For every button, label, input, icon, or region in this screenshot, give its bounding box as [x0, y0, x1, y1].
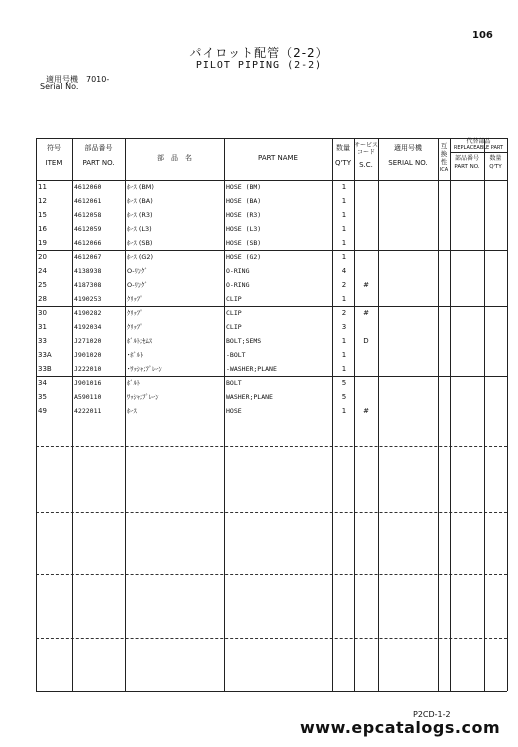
- part-name: O-RING: [226, 267, 250, 275]
- quantity: 5: [341, 379, 347, 387]
- quantity: 3: [341, 323, 347, 331]
- part-name: CLIP: [226, 323, 242, 331]
- item-number: 33A: [38, 351, 52, 359]
- serial-label-japanese: 適用号機 7010-: [46, 75, 110, 84]
- quantity: 1: [341, 197, 347, 205]
- part-name-japanese: ﾎｰｽ (L3): [127, 225, 152, 233]
- table-row: [36, 292, 507, 306]
- item-number: 12: [38, 197, 47, 205]
- part-name: HOSE (L3): [226, 225, 262, 233]
- watermark: www.epcatalogs.com: [300, 718, 501, 737]
- part-number: 4190282: [74, 309, 102, 317]
- part-number: J901016: [74, 379, 102, 387]
- page-title-japanese: パイロット配管（2-2）: [189, 46, 329, 60]
- table-row: [36, 320, 507, 334]
- header-part-no: 部品番号 PART NO.: [82, 144, 115, 167]
- table-row: [36, 278, 507, 292]
- item-number: 33B: [38, 365, 52, 373]
- quantity: 1: [341, 407, 347, 415]
- part-number: 4612059: [74, 225, 102, 233]
- item-number: 16: [38, 225, 47, 233]
- quantity: 2: [341, 309, 347, 317]
- table-row: [36, 334, 507, 348]
- part-name-japanese: ｸﾘｯﾌﾟ: [127, 309, 144, 317]
- quantity: 5: [341, 393, 347, 401]
- header-replaceable-part: 代替部品 REPLACEABLE PART: [453, 138, 504, 151]
- part-name: BOLT: [226, 379, 242, 387]
- service-code: D: [363, 337, 369, 345]
- header-interchangeability: 互換性 ICA: [439, 142, 449, 173]
- page-number: 106: [472, 30, 493, 41]
- part-name: HOSE (R3): [226, 211, 262, 219]
- header-item: 符号 ITEM: [45, 144, 63, 167]
- part-name-japanese: ｸﾘｯﾌﾟ: [127, 323, 144, 331]
- header-name-japanese: 部 品 名: [157, 154, 192, 162]
- part-number: 4190253: [74, 295, 102, 303]
- table-row: [36, 348, 507, 362]
- part-number: 4612067: [74, 253, 102, 261]
- table-row: [36, 208, 507, 222]
- part-name: -WASHER;PLANE: [226, 365, 277, 373]
- part-name-japanese: ･ﾎﾞﾙﾄ: [127, 351, 144, 359]
- item-number: 19: [38, 239, 47, 247]
- header-replaceable-part-no: 部品番号 PART NO.: [454, 155, 480, 170]
- item-number: 11: [38, 183, 47, 191]
- item-number: 34: [38, 379, 47, 387]
- part-name-japanese: ﾎｰｽ (R3): [127, 211, 153, 219]
- part-name-japanese: O-ﾘﾝｸﾞ: [127, 267, 148, 275]
- quantity: 1: [341, 351, 347, 359]
- quantity: 2: [341, 281, 347, 289]
- part-number: 4222011: [74, 407, 102, 415]
- quantity: 1: [341, 253, 347, 261]
- quantity: 1: [341, 183, 347, 191]
- quantity: 1: [341, 225, 347, 233]
- part-name-japanese: ･ﾜｯｼｬ;ﾌﾟﾚｰﾝ: [127, 365, 162, 373]
- item-number: 28: [38, 295, 47, 303]
- table-row: [36, 250, 507, 264]
- part-number: J901020: [74, 351, 102, 359]
- item-number: 49: [38, 407, 47, 415]
- table-row: [36, 362, 507, 376]
- quantity: 1: [341, 365, 347, 373]
- part-name-japanese: ﾎｰｽ (G2): [127, 253, 154, 261]
- page-title: PILOT PIPING (2-2): [195, 60, 323, 71]
- document-code: P2CD-1-2: [413, 710, 451, 719]
- part-name: BOLT;SEMS: [226, 337, 262, 345]
- quantity: 1: [341, 295, 347, 303]
- part-number: 4612058: [74, 211, 102, 219]
- item-number: 20: [38, 253, 47, 261]
- part-name: HOSE (SB): [226, 239, 262, 247]
- header-replaceable-qty: 数量 Q'TY: [489, 155, 502, 170]
- part-name-japanese: ﾎﾞﾙﾄ;ｾﾑｽ: [127, 337, 152, 345]
- part-number: 4612061: [74, 197, 102, 205]
- part-name: O-RING: [226, 281, 250, 289]
- part-number: J222010: [74, 365, 102, 373]
- table-row: [36, 222, 507, 236]
- table-row: [36, 390, 507, 404]
- header-part-name: PART NAME: [258, 154, 298, 162]
- item-number: 30: [38, 309, 47, 317]
- part-number: A590110: [74, 393, 102, 401]
- part-name-japanese: ﾜｯｼｬ;ﾌﾟﾚｰﾝ: [127, 393, 159, 401]
- serial-label: Serial No.: [40, 82, 79, 91]
- header-qty: 数量 Q'TY: [335, 144, 351, 167]
- part-name-japanese: ﾎﾞﾙﾄ: [127, 379, 140, 387]
- item-number: 33: [38, 337, 47, 345]
- part-number: 4192034: [74, 323, 102, 331]
- part-name: -BOLT: [226, 351, 246, 359]
- part-name: CLIP: [226, 309, 242, 317]
- item-number: 15: [38, 211, 47, 219]
- part-name-japanese: ｸﾘｯﾌﾟ: [127, 295, 144, 303]
- table-row: [36, 404, 507, 418]
- quantity: 1: [341, 211, 347, 219]
- parts-table: [36, 138, 507, 691]
- quantity: 1: [341, 337, 347, 345]
- part-number: 4612060: [74, 183, 102, 191]
- table-row: [36, 194, 507, 208]
- header-serial-no: 適用号機 SERIAL NO.: [388, 144, 428, 167]
- quantity: 1: [341, 239, 347, 247]
- part-name-japanese: ﾎｰｽ (BA): [127, 197, 153, 205]
- part-name-japanese: ﾎｰｽ: [127, 407, 137, 415]
- item-number: 24: [38, 267, 47, 275]
- service-code: #: [363, 309, 369, 317]
- service-code: #: [363, 407, 369, 415]
- table-row: [36, 376, 507, 390]
- part-number: 4612066: [74, 239, 102, 247]
- part-name-japanese: O-ﾘﾝｸﾞ: [127, 281, 148, 289]
- part-name: WASHER;PLANE: [226, 393, 273, 401]
- item-number: 25: [38, 281, 47, 289]
- part-number: 4138938: [74, 267, 102, 275]
- table-row: [36, 264, 507, 278]
- table-row: [36, 236, 507, 250]
- part-number: 4187308: [74, 281, 102, 289]
- part-number: J271020: [74, 337, 102, 345]
- header-service-code: サービス コード S.C.: [354, 142, 379, 169]
- item-number: 35: [38, 393, 47, 401]
- part-name-japanese: ﾎｰｽ (BM): [127, 183, 154, 191]
- item-number: 31: [38, 323, 47, 331]
- part-name: HOSE (BA): [226, 197, 262, 205]
- part-name: HOSE (G2): [226, 253, 262, 261]
- part-name: CLIP: [226, 295, 242, 303]
- table-row: [36, 180, 507, 194]
- table-row: [36, 306, 507, 320]
- quantity: 4: [341, 267, 347, 275]
- service-code: #: [363, 281, 369, 289]
- part-name-japanese: ﾎｰｽ (SB): [127, 239, 153, 247]
- part-name: HOSE: [226, 407, 242, 415]
- part-name: HOSE (BM): [226, 183, 262, 191]
